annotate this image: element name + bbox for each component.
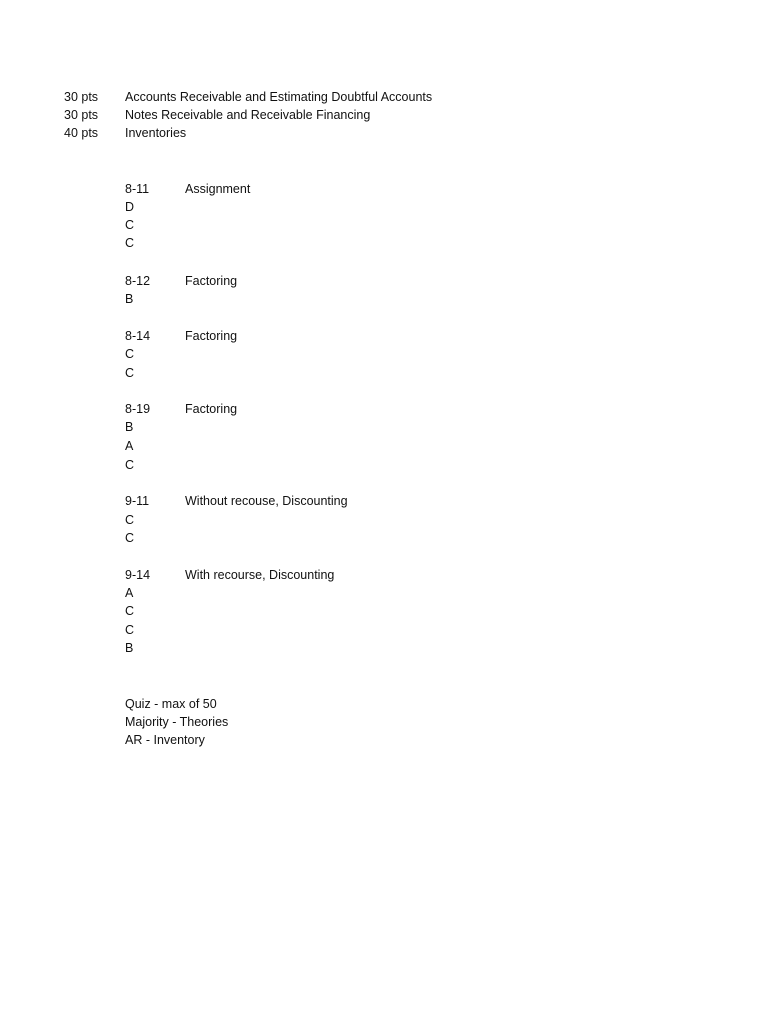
problem-answer: A [125, 586, 134, 600]
problem-answer: B [125, 641, 134, 655]
problem-answer: C [125, 531, 135, 545]
note-majority: Majority - Theories [125, 715, 229, 729]
problem-label: Assignment [185, 182, 251, 196]
problem-label: Without recouse, Discounting [185, 494, 348, 508]
problem-answer: D [125, 200, 135, 214]
problem-number: 8-11 [125, 182, 150, 196]
problem-answer: C [125, 218, 135, 232]
problem-number: 8-19 [125, 402, 151, 416]
problem-number: 9-14 [125, 568, 151, 582]
note-quiz: Quiz - max of 50 [125, 697, 217, 711]
note-coverage: AR - Inventory [125, 733, 205, 747]
problem-answer: A [125, 439, 134, 453]
problem-label: Factoring [185, 274, 238, 288]
topic-2-label: Notes Receivable and Receivable Financing [125, 108, 371, 122]
problem-answer: B [125, 292, 134, 306]
problem-label: Factoring [185, 402, 238, 416]
problem-number: 9-11 [125, 494, 150, 508]
problem-label: Factoring [185, 329, 238, 343]
topic-1-points: 30 pts [64, 90, 99, 104]
problem-answer: C [125, 623, 135, 637]
problem-answer: C [125, 347, 135, 361]
topic-3-label: Inventories [125, 126, 187, 140]
problem-label: With recourse, Discounting [185, 568, 335, 582]
problem-answer: C [125, 366, 135, 380]
problem-number: 8-14 [125, 329, 151, 343]
problem-answer: B [125, 420, 134, 434]
problem-answer: C [125, 236, 135, 250]
problem-answer: C [125, 604, 135, 618]
problem-answer: C [125, 513, 135, 527]
topic-3-points: 40 pts [64, 126, 99, 140]
topic-2-points: 30 pts [64, 108, 99, 122]
problem-number: 8-12 [125, 274, 151, 288]
topic-1-label: Accounts Receivable and Estimating Doubtful Accounts [125, 90, 433, 104]
problem-answer: C [125, 458, 135, 472]
